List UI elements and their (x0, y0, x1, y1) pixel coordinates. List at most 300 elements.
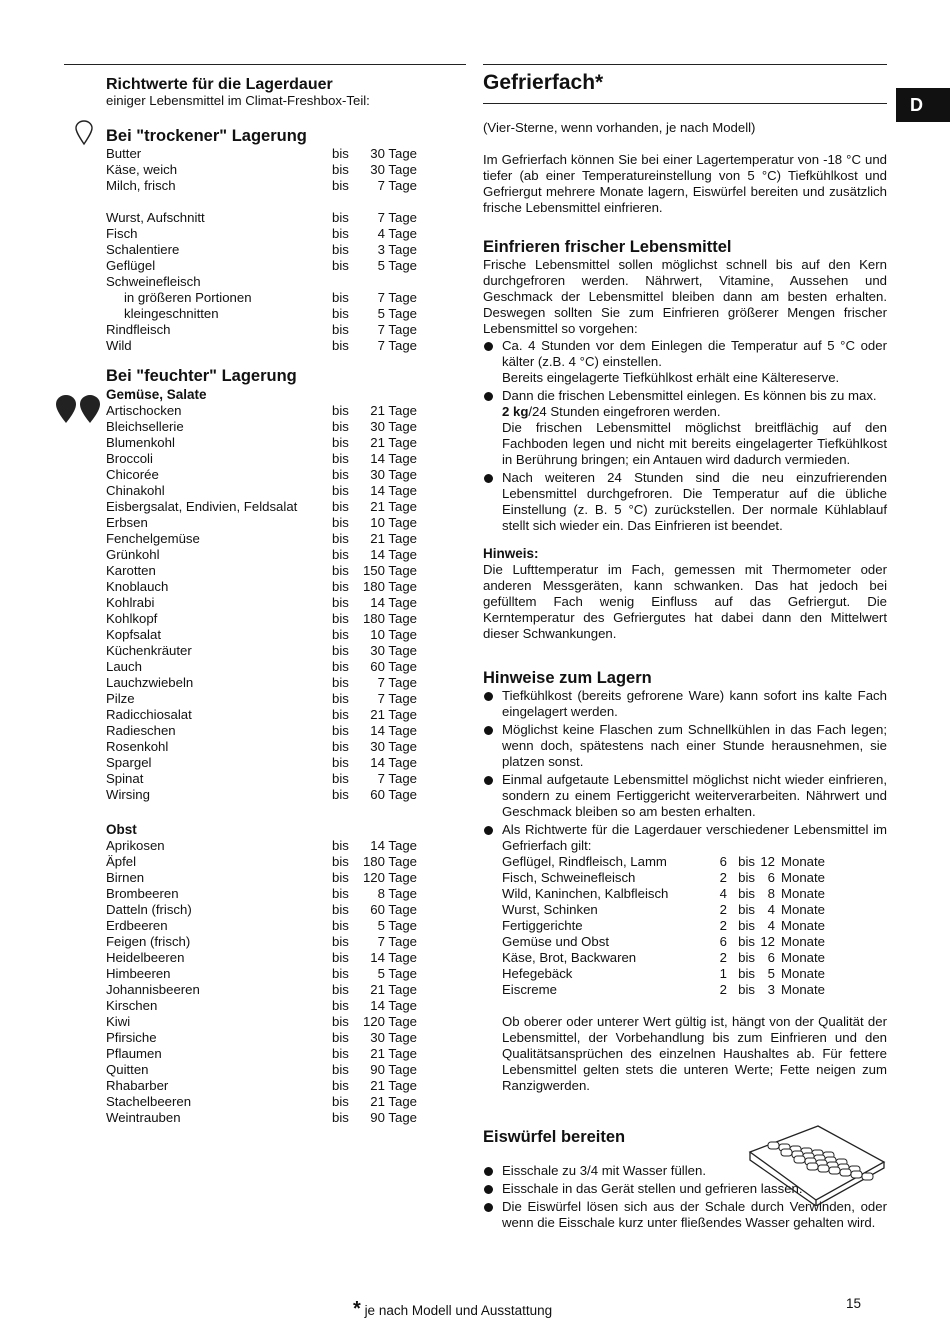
bullet-item (483, 772, 887, 820)
page-number: 15 (846, 1296, 862, 1311)
item-bis: bis (332, 242, 349, 257)
duration-unit: Monate (781, 870, 825, 885)
storage-heading: Richtwerte für die Lagerdauer (106, 76, 333, 93)
list-item (106, 483, 436, 499)
item-duration: 8 Tage (377, 886, 417, 901)
item-duration: 120 Tage (362, 1014, 417, 1029)
freeze-bullet-3-text: Nach weiteren 24 Stunden sind die neu einzufrierenden Lebensmittel durchgefroren. Die Temperatur auf die übliche Einstellung (z. B. 5 °C) zurückstellen. Der normale Kühlablauf stellt sich wieder ein. Das Einfrieren ist beendet. (502, 470, 887, 533)
item-duration: 7 Tage (377, 178, 417, 193)
duration-from: 6 (719, 934, 727, 949)
item-bis: bis (332, 467, 349, 482)
bullet-text: Eisschale in das Gerät stellen und gefrieren lassen. (502, 1181, 803, 1196)
food-name: Wild, Kaninchen, Kalbfleisch (502, 886, 669, 901)
list-item (106, 435, 436, 451)
bullet-dot (484, 342, 493, 351)
max-amount: 2 kg (502, 404, 529, 419)
freezer-intro: Im Gefrierfach können Sie bei einer Lagertemperatur von -18 °C und tiefer (ab einer Temperatureinstellung von 5 °C) Tiefkühlkost und Gefriergut mehrere Monate lagern, Eiswürfel bereiten und zusätzlich frische Lebensmittel einfrieren. (483, 152, 887, 215)
item-bis: bis (332, 966, 349, 981)
item-name: Erdbeeren (106, 918, 168, 933)
item-duration: 14 Tage (370, 451, 417, 466)
list-item (106, 854, 436, 870)
list-item (106, 338, 436, 354)
item-name: in größeren Portionen (124, 290, 252, 305)
list-item (106, 403, 436, 419)
freeze-bullet-2-text: Dann die frischen Lebensmittel einlegen. Es können bis zu max. (502, 388, 877, 403)
item-bis: bis (332, 451, 349, 466)
freeze-bullet-1-text: Ca. 4 Stunden vor dem Einlegen die Temperatur auf 5 °C oder kälter (z.B. 4 °C) einstellen. (502, 338, 887, 369)
item-name: Butter (106, 146, 142, 161)
item-name: Chicorée (106, 467, 159, 482)
duration-bis: bis (738, 950, 755, 965)
list-item (106, 226, 436, 242)
language-tab: D (896, 88, 950, 122)
item-name: Wirsing (106, 787, 150, 802)
item-duration: 14 Tage (370, 998, 417, 1013)
duration-to: 12 (760, 934, 775, 949)
item-name: Spinat (106, 771, 144, 786)
item-duration: 30 Tage (370, 419, 417, 434)
duration-bis: bis (738, 982, 755, 997)
item-name: Pflaumen (106, 1046, 162, 1061)
item-name: Broccoli (106, 451, 153, 466)
item-duration: 21 Tage (370, 499, 417, 514)
duration-bis: bis (738, 886, 755, 901)
top-rule-right (483, 64, 887, 65)
item-duration: 60 Tage (370, 902, 417, 917)
food-name: Geflügel, Rindfleisch, Lamm (502, 854, 667, 869)
item-name: Heidelbeeren (106, 950, 185, 965)
hint-title: Hinweis: (483, 546, 539, 561)
item-name: Geflügel (106, 258, 156, 273)
duration-to: 6 (767, 870, 775, 885)
item-name: Karotten (106, 563, 156, 578)
list-item (106, 982, 436, 998)
item-duration: 7 Tage (377, 210, 417, 225)
item-duration: 14 Tage (370, 950, 417, 965)
bullet-text: Tiefkühlkost (bereits gefrorene Ware) kann sofort ins kalte Fach eingelagert werden. (502, 688, 887, 719)
ice-cell (794, 1156, 805, 1163)
list-item (106, 1110, 436, 1126)
list-item (106, 451, 436, 467)
list-item (106, 755, 436, 771)
dry-storage-list (106, 146, 436, 354)
freezer-title: Gefrierfach* (483, 71, 604, 94)
item-bis: bis (332, 419, 349, 434)
list-item (106, 627, 436, 643)
item-bis: bis (332, 1046, 349, 1061)
item-duration: 180 Tage (362, 579, 417, 594)
list-item (106, 886, 436, 902)
item-name: Wurst, Aufschnitt (106, 210, 205, 225)
item-bis: bis (332, 886, 349, 901)
duration-from: 6 (719, 854, 727, 869)
item-name: Datteln (frisch) (106, 902, 192, 917)
list-item (106, 643, 436, 659)
item-name: Kohlkopf (106, 611, 158, 626)
list-item (106, 1030, 436, 1046)
item-bis: bis (332, 707, 349, 722)
bullet-text: Als Richtwerte für die Lagerdauer verschiedener Lebensmittel im Gefrierfach gilt: (502, 822, 887, 853)
table-row (502, 918, 887, 934)
item-bis: bis (332, 290, 349, 305)
ice-tray-illustration (746, 1122, 888, 1206)
item-bis: bis (332, 611, 349, 626)
list-item (106, 290, 436, 306)
item-name: Feigen (frisch) (106, 934, 191, 949)
bullet-text: Eisschale zu 3/4 mit Wasser füllen. (502, 1163, 706, 1178)
list-item (106, 787, 436, 803)
list-item (106, 934, 436, 950)
list-item (106, 210, 436, 226)
item-duration: 14 Tage (370, 547, 417, 562)
freeze-bullet-2-amount (502, 404, 887, 420)
bullet-dot (484, 692, 493, 701)
item-bis: bis (332, 787, 349, 802)
duration-to: 3 (767, 982, 775, 997)
item-duration: 7 Tage (377, 934, 417, 949)
item-duration: 60 Tage (370, 787, 417, 802)
ice-cell (840, 1169, 851, 1176)
duration-from: 2 (719, 902, 727, 917)
list-item (106, 547, 436, 563)
fruit-list (106, 838, 436, 1126)
item-duration: 7 Tage (377, 322, 417, 337)
list-item (106, 579, 436, 595)
item-duration: 14 Tage (370, 483, 417, 498)
item-name: Erbsen (106, 515, 148, 530)
list-item (106, 1046, 436, 1062)
duration-from: 2 (719, 918, 727, 933)
item-bis: bis (332, 531, 349, 546)
duration-unit: Monate (781, 934, 825, 949)
list-item (106, 162, 436, 178)
bullet-dot (484, 726, 493, 735)
item-duration: 90 Tage (370, 1062, 417, 1077)
item-name: kleingeschnitten (124, 306, 219, 321)
list-item (106, 242, 436, 258)
list-spacer (106, 194, 436, 210)
item-duration: 3 Tage (377, 242, 417, 257)
storage-bullets (483, 688, 887, 854)
item-bis: bis (332, 627, 349, 642)
table-row (502, 854, 887, 870)
item-name: Blumenkohl (106, 435, 175, 450)
duration-bis: bis (738, 870, 755, 885)
item-name: Kiwi (106, 1014, 131, 1029)
item-duration: 14 Tage (370, 723, 417, 738)
table-row (502, 982, 887, 998)
duration-unit: Monate (781, 886, 825, 901)
list-item (106, 531, 436, 547)
freeze-bullet-1 (483, 338, 887, 386)
item-duration: 30 Tage (370, 1030, 417, 1045)
list-item (106, 178, 436, 194)
freeze-bullet-1-extra: Bereits eingelagerte Tiefkühlkost erhält eine Kältereserve. (502, 370, 840, 385)
freeze-bullet-2 (483, 388, 887, 468)
item-name: Eisbergsalat, Endivien, Feldsalat (106, 499, 298, 514)
item-name: Pfirsiche (106, 1030, 157, 1045)
list-item (106, 739, 436, 755)
item-duration: 14 Tage (370, 755, 417, 770)
food-name: Gemüse und Obst (502, 934, 610, 949)
item-name: Bleichsellerie (106, 419, 184, 434)
ice-cell (851, 1171, 862, 1178)
duration-from: 2 (719, 950, 727, 965)
dry-storage-drop-icon (74, 120, 94, 146)
ice-cell (829, 1167, 840, 1174)
item-duration: 21 Tage (370, 531, 417, 546)
bullet-text: Einmal aufgetaute Lebensmittel möglichst nicht wieder einfrieren, sondern zu einem Fertiggericht weiterverarbeiten. Nährwert und Geschmack bleiben so am besten erhalten. (502, 772, 887, 819)
food-name: Eiscreme (502, 982, 557, 997)
duration-to: 6 (767, 950, 775, 965)
bullet-text: Möglichst keine Flaschen zum Schnellkühlen in das Fach legen; wenn doch, spätestens nach einer Stunde herausnehmen, sie platzen sonst. (502, 722, 887, 769)
item-duration: 30 Tage (370, 162, 417, 177)
food-name: Käse, Brot, Backwaren (502, 950, 637, 965)
item-name: Äpfel (106, 854, 137, 869)
item-bis: bis (332, 306, 349, 321)
freeze-title: Einfrieren frischer Lebensmittel (483, 238, 732, 256)
duration-from: 1 (719, 966, 727, 981)
item-bis: bis (332, 902, 349, 917)
item-bis: bis (332, 982, 349, 997)
bullet-dot (484, 392, 493, 401)
item-duration: 180 Tage (362, 611, 417, 626)
duration-bis: bis (738, 918, 755, 933)
item-name: Rosenkohl (106, 739, 169, 754)
item-bis: bis (332, 210, 349, 225)
item-name: Käse, weich (106, 162, 178, 177)
table-row (502, 934, 887, 950)
top-rule-left (64, 64, 466, 65)
duration-bis: bis (738, 966, 755, 981)
item-name: Grünkohl (106, 547, 160, 562)
bullet-dot (484, 776, 493, 785)
item-name: Schweinefleisch (106, 274, 201, 289)
item-name: Knoblauch (106, 579, 169, 594)
item-duration: 7 Tage (377, 691, 417, 706)
duration-unit: Monate (781, 966, 825, 981)
duration-unit: Monate (781, 902, 825, 917)
duration-from: 4 (719, 886, 727, 901)
list-item (106, 595, 436, 611)
item-bis: bis (332, 918, 349, 933)
table-row (502, 950, 887, 966)
list-item (106, 1078, 436, 1094)
item-name: Radicchiosalat (106, 707, 192, 722)
food-name: Fisch, Schweinefleisch (502, 870, 636, 885)
item-bis: bis (332, 403, 349, 418)
item-duration: 30 Tage (370, 467, 417, 482)
duration-unit: Monate (781, 982, 825, 997)
food-name: Fertiggerichte (502, 918, 583, 933)
bullet-text: Die Eiswürfel lösen sich aus der Schale durch Verwinden, oder wenn die Eisschale kurz unter fließendes Wasser gehalten wird. (502, 1199, 887, 1230)
table-row (502, 966, 887, 982)
item-bis: bis (332, 1014, 349, 1029)
item-name: Birnen (106, 870, 145, 885)
duration-to: 12 (760, 854, 775, 869)
list-item (106, 950, 436, 966)
item-duration: 180 Tage (362, 854, 417, 869)
ice-cell (818, 1165, 829, 1172)
item-duration: 4 Tage (377, 226, 417, 241)
bullet-dot (484, 474, 493, 483)
bullet-dot (484, 1185, 493, 1194)
duration-from: 2 (719, 870, 727, 885)
item-name: Radieschen (106, 723, 176, 738)
item-bis: bis (332, 1078, 349, 1093)
item-duration: 14 Tage (370, 838, 417, 853)
amount-unit: /24 Stunden eingefroren werden. (528, 404, 721, 419)
item-name: Rhabarber (106, 1078, 169, 1093)
list-item (106, 322, 436, 338)
list-item (106, 707, 436, 723)
duration-bis: bis (738, 854, 755, 869)
item-name: Chinakohl (106, 483, 165, 498)
item-duration: 5 Tage (377, 258, 417, 273)
duration-bis: bis (738, 902, 755, 917)
item-bis: bis (332, 499, 349, 514)
storage-after-text: Ob oberer oder unterer Wert gültig ist, hängt von der Qualität der Lebensmittel, der Vorbehandlung bis zum Einfrieren und den Qualitätsansprüchen des einzelnen Haushaltes ab. Für fettere Lebensmittel gelten stets die unteren Werte; Fette neigen zum Ranzigwerden. (502, 1014, 887, 1093)
item-duration: 10 Tage (370, 515, 417, 530)
item-duration: 7 Tage (377, 290, 417, 305)
list-item (106, 675, 436, 691)
item-name: Lauch (106, 659, 142, 674)
item-bis: bis (332, 338, 349, 353)
duration-to: 4 (767, 902, 775, 917)
list-item (106, 966, 436, 982)
table-row (502, 902, 887, 918)
item-duration: 30 Tage (370, 739, 417, 754)
footer-note (353, 1298, 552, 1321)
item-duration: 90 Tage (370, 1110, 417, 1125)
list-item (106, 1094, 436, 1110)
item-name: Kohlrabi (106, 595, 155, 610)
item-bis: bis (332, 226, 349, 241)
item-name: Himbeeren (106, 966, 171, 981)
bullet-item (483, 722, 887, 770)
table-row (502, 886, 887, 902)
item-bis: bis (332, 675, 349, 690)
list-item (106, 902, 436, 918)
ice-cell (807, 1163, 818, 1170)
left-column (106, 76, 436, 1126)
dry-storage-title: Bei "trockener" Lagerung (106, 127, 307, 145)
duration-to: 8 (767, 886, 775, 901)
item-bis: bis (332, 838, 349, 853)
item-name: Quitten (106, 1062, 149, 1077)
ice-cell (768, 1142, 779, 1149)
item-name: Küchenkräuter (106, 643, 192, 658)
item-bis: bis (332, 483, 349, 498)
list-item (106, 306, 436, 322)
item-bis: bis (332, 723, 349, 738)
item-bis: bis (332, 1094, 349, 1109)
item-bis: bis (332, 643, 349, 658)
item-bis: bis (332, 258, 349, 273)
item-bis: bis (332, 1110, 349, 1125)
item-name: Fisch (106, 226, 138, 241)
item-duration: 7 Tage (377, 338, 417, 353)
item-duration: 5 Tage (377, 306, 417, 321)
item-bis: bis (332, 659, 349, 674)
item-name: Brombeeren (106, 886, 179, 901)
ice-title: Eiswürfel bereiten (483, 1128, 626, 1146)
duration-unit: Monate (781, 918, 825, 933)
item-duration: 21 Tage (370, 1094, 417, 1109)
item-bis: bis (332, 515, 349, 530)
footer-asterisk: * (353, 1298, 361, 1320)
food-name: Wurst, Schinken (502, 902, 598, 917)
item-duration: 5 Tage (377, 966, 417, 981)
right-column (483, 70, 887, 1233)
item-duration: 5 Tage (377, 918, 417, 933)
list-item (106, 870, 436, 886)
list-item (106, 918, 436, 934)
list-item (106, 723, 436, 739)
list-item (106, 1062, 436, 1078)
footer-text: je nach Modell und Ausstattung (364, 1303, 553, 1318)
vegetables-title: Gemüse, Salate (106, 387, 207, 402)
item-name: Aprikosen (106, 838, 165, 853)
item-duration: 120 Tage (362, 870, 417, 885)
freeze-intro: Frische Lebensmittel sollen möglichst schnell bis auf den Kern durchgefroren werden. Nährwert, Vitamine, Aussehen und Geschmack der Lebensmittel bleiben dann am besten erhalten. Deswegen sollten Sie zum Einfrieren größerer Mengen frischer Lebensmittel so vorgehen: (483, 257, 887, 336)
item-bis (332, 274, 362, 290)
list-item (106, 419, 436, 435)
item-name: Milch, frisch (106, 178, 176, 193)
table-row (502, 870, 887, 886)
item-bis: bis (332, 1062, 349, 1077)
item-bis: bis (332, 435, 349, 450)
list-item (106, 563, 436, 579)
item-name: Weintrauben (106, 1110, 181, 1125)
item-bis: bis (332, 1030, 349, 1045)
ice-cell (862, 1173, 873, 1180)
item-bis: bis (332, 691, 349, 706)
item-duration: 30 Tage (370, 146, 417, 161)
item-duration: 21 Tage (370, 707, 417, 722)
bullet-dot (484, 826, 493, 835)
duration-from: 2 (719, 982, 727, 997)
list-item (106, 515, 436, 531)
storage-hints-title: Hinweise zum Lagern (483, 669, 652, 687)
item-duration: 7 Tage (377, 675, 417, 690)
list-item (106, 499, 436, 515)
item-duration: 21 Tage (370, 982, 417, 997)
duration-unit: Monate (781, 854, 825, 869)
item-bis: bis (332, 771, 349, 786)
item-bis: bis (332, 162, 349, 177)
item-bis: bis (332, 595, 349, 610)
item-duration: 30 Tage (370, 643, 417, 658)
duration-to: 4 (767, 918, 775, 933)
fruit-title: Obst (106, 822, 137, 837)
item-duration: 60 Tage (370, 659, 417, 674)
item-name: Lauchzwiebeln (106, 675, 194, 690)
item-bis: bis (332, 739, 349, 754)
item-bis: bis (332, 178, 349, 193)
list-item (106, 691, 436, 707)
list-item (106, 146, 436, 162)
item-bis: bis (332, 322, 349, 337)
item-bis: bis (332, 950, 349, 965)
list-item (106, 659, 436, 675)
item-duration: 7 Tage (377, 771, 417, 786)
list-item (106, 998, 436, 1014)
food-name: Hefegebäck (502, 966, 573, 981)
list-item (106, 1014, 436, 1030)
item-name: Kirschen (106, 998, 158, 1013)
storage-subheading: einiger Lebensmittel im Climat-Freshbox-Teil: (106, 93, 370, 108)
